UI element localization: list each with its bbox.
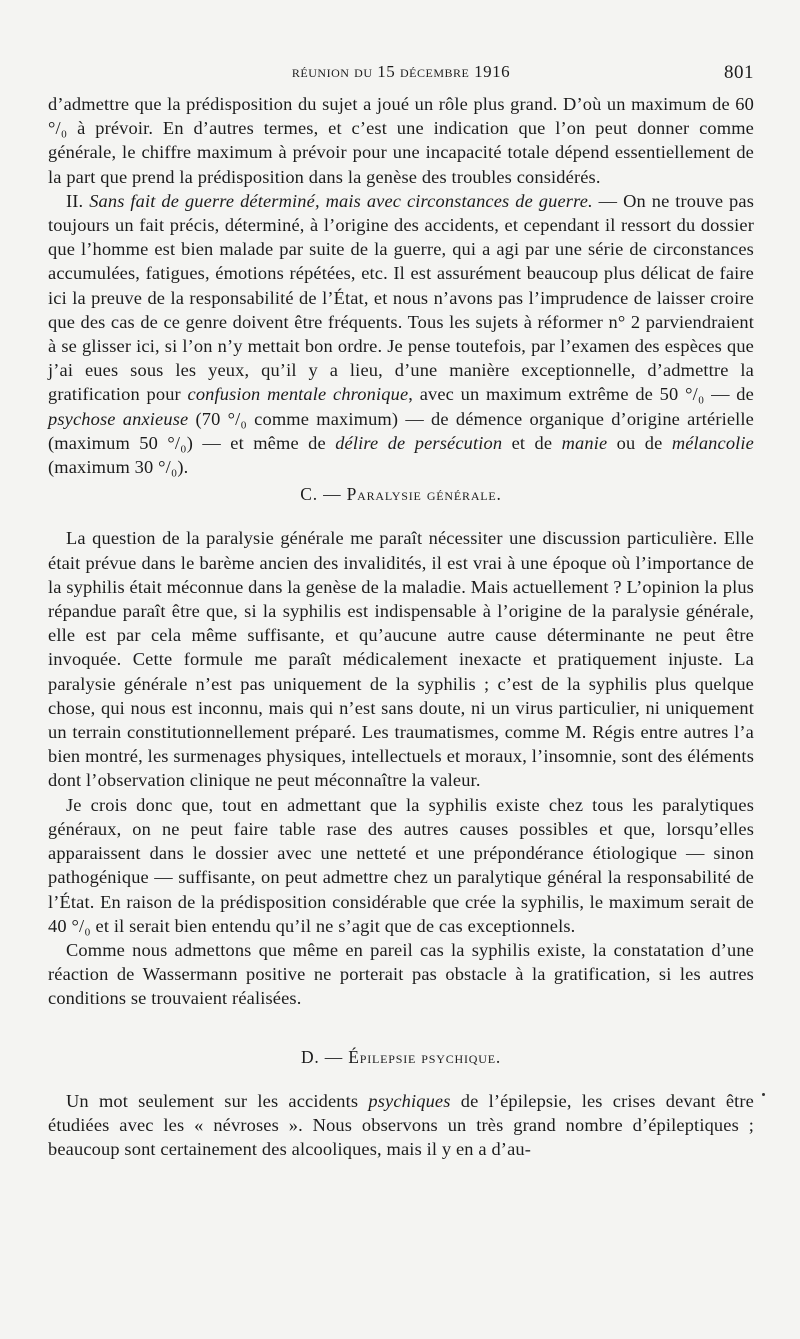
page-number: 801 <box>724 62 754 83</box>
italic-term: délire de persécution <box>335 432 503 453</box>
text-run: (maximum 30 °/₀). <box>48 457 189 478</box>
text-run: et de <box>502 432 562 453</box>
italic-term: psychiques <box>368 1090 451 1111</box>
italic-term: confusion mentale chronique <box>187 384 409 405</box>
italic-term: mélancolie <box>671 432 754 453</box>
text-run: ou de <box>607 432 672 453</box>
italic-term: manie <box>561 432 608 453</box>
text-run: — On ne trouve pas toujours un fait précis, déterminé, à l’origine des accidents, et cependant il ressort du dossier que l’homme est bien malade par suite de la guerre, qui a agi par une série de circonstances accumulées, fatigues, émotions répétées, etc. Il est assurément beaucoup plus délicat de faire ici la preuve de la responsabilité de l’État, et nous n’avons pas l’imprudence de laisser croire que des cas de ce genre doivent être fréquents. Tous les sujets à réformer n° 2 parviendraient à se glisser ici, si l’on n’y mettait bon ordre. Je pense toutefois, par l’examen des espèces que j’ai eues sous les yeux, qu’il y a lieu, d’une manière exceptionnelle, d’admettre la gratification pour <box>48 190 755 405</box>
text-run: , avec un maximum extrême de 50 °/₀ — de <box>408 384 754 405</box>
text-run: Un mot seulement sur les accidents <box>66 1090 369 1111</box>
paragraph-6 <box>48 1089 754 1162</box>
paragraph-5: Comme nous admettons que même en pareil cas la syphilis existe, la constatation d’une réaction de Wassermann positive ne porterait pas obstacle à la gratification, si les autres conditions se trouvaient réalisées. <box>48 939 754 1009</box>
text-run: de l’épilepsie, les crises devant être étudiées avec les « névroses ». Nous observons un très grand nombre d’épileptiques ; beaucoup sont certainement des alcooliques, mais il y en a d’au- <box>48 1090 754 1160</box>
paragraph-3: La question de la paralysie générale me paraît nécessiter une discussion particulière. Elle était prévue dans le barème ancien des invalidités, il est vrai à une époque où l’importance de la syphilis était méconnue dans la genèse de la maladie. Mais actuellement ? L’opinion la plus répandue paraît être que, si la syphilis est indispensable à l’origine de la paralysie générale, elle est par cela même suffisante, et qu’aucune autre cause déterminante ne peut être invoquée. Cette formule me paraît médicalement inexacte et pratiquement injuste. La paralysie générale n’est pas uniquement de la syphilis ; c’est de la syphilis plus quelque chose, qui nous est inconnu, mais qui n’est sans doute, ni un virus particulier, ni uniquement un terrain constitutionnellement préparé. Les traumatismes, comme M. Régis entre autres l’a bien montré, les surmenages physiques, intellectuels et moraux, l’insomnie, sont des éléments dont l’observation clinique ne peut méconnaître la valeur. <box>48 528 754 791</box>
header-title: réunion du 15 décembre 1916 <box>291 62 511 81</box>
subheading-italic: Sans fait de guerre déterminé, mais avec circonstances de guerre. <box>89 190 593 211</box>
running-header <box>48 62 754 88</box>
paragraph-4: Je crois donc que, tout en admettant que la syphilis existe chez tous les paralytiques généraux, on ne peut faire table rase des autres causes possibles et que, lorsqu’elles apparaissent dans le dossier avec une netteté et une prépondérance étiologique — sinon pathogénique — suffisante, on peut admettre chez un paralytique général la responsabilité de l’État. En raison de la prédisposition considérable que crée la syphilis, le maximum serait de 40 °/₀ et il serait bien entendu qu’il ne s’agit que de cas exceptionnels. <box>48 794 754 936</box>
text-run: (70 °/₀ comme maximum) — de démence organique d’origine artérielle (maximum 50 °/₀) — et même de <box>48 408 754 453</box>
italic-term: psychose anxieuse <box>48 408 189 429</box>
section-heading-c: C. — Paralysie générale. <box>300 484 502 505</box>
paragraph-2 <box>48 189 754 479</box>
print-speck <box>762 1093 765 1096</box>
body-text <box>48 92 754 1161</box>
roman-numeral: II. <box>66 190 90 211</box>
section-heading-d: D. — Épilepsie psychique. <box>300 1046 502 1067</box>
paragraph-1: d’admettre que la prédisposition du sujet a joué un rôle plus grand. D’où un maximum de 60 °/₀ à prévoir. En d’autres termes, et c’est une indication que l’on peut donner comme générale, le chiffre maximum à prévoir pour une incapacité totale dépend essentiellement de la part que prend la prédisposition dans la genèse des troubles considérés. <box>48 94 754 187</box>
